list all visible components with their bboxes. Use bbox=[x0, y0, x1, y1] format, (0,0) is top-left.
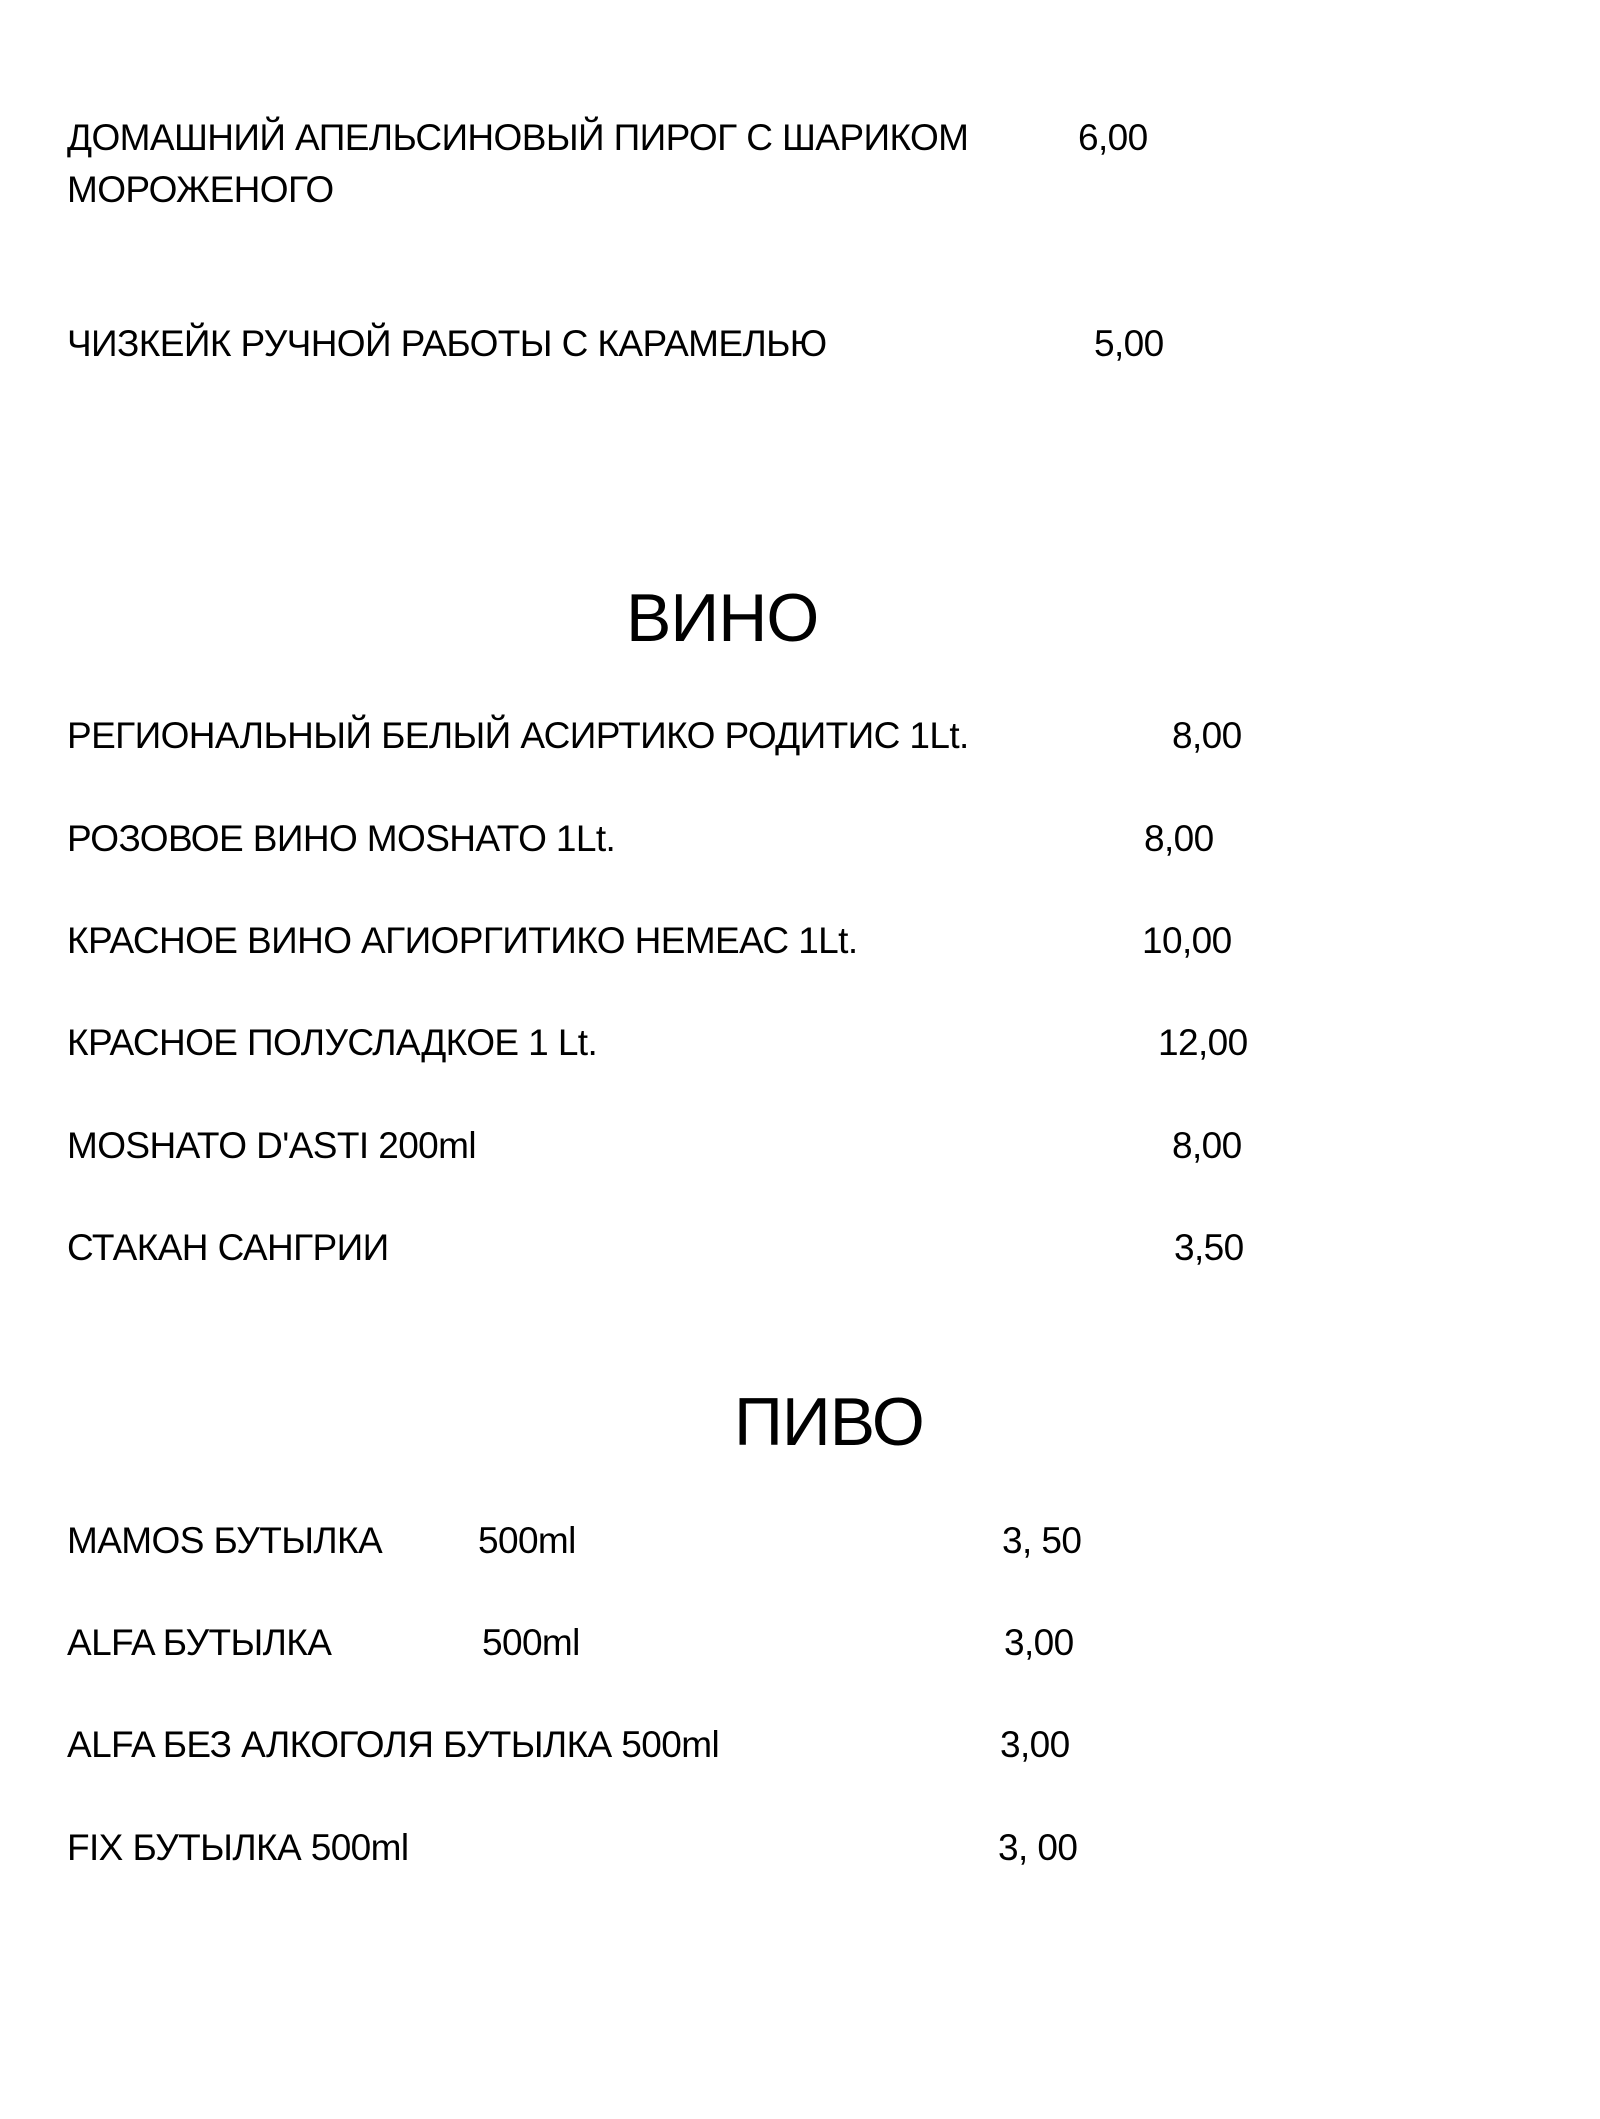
dessert-item-price: 6,00 bbox=[1078, 117, 1148, 158]
beer-item-volume: 500ml bbox=[478, 1520, 576, 1561]
dessert-item-name: ДОМАШНИЙ АПЕЛЬСИНОВЫЙ ПИРОГ С ШАРИКОМ bbox=[67, 117, 969, 158]
beer-item-name: ALFA БЕЗ АЛКОГОЛЯ БУТЫЛКА 500ml bbox=[67, 1724, 720, 1765]
wine-item-price: 12,00 bbox=[1158, 1022, 1248, 1063]
wine-item-name: КРАСНОЕ ВИНО АГИОРГИТИКО НЕМЕАС 1Lt. bbox=[67, 920, 858, 961]
beer-item-name: MAMOS БУТЫЛКА bbox=[67, 1520, 383, 1561]
wine-item-name: РЕГИОНАЛЬНЫЙ БЕЛЫЙ АСИРТИКО РОДИТИС 1Lt. bbox=[67, 715, 969, 756]
wine-item-price: 8,00 bbox=[1172, 1125, 1242, 1166]
wine-item-price: 8,00 bbox=[1172, 715, 1242, 756]
beer-item-price: 3,00 bbox=[1000, 1724, 1070, 1765]
wine-item-name: РОЗОВОЕ ВИНО MOSHATO 1Lt. bbox=[67, 818, 616, 859]
wine-item-price: 10,00 bbox=[1142, 920, 1232, 961]
wine-item-name: КРАСНОЕ ПОЛУСЛАДКОЕ 1 Lt. bbox=[67, 1022, 598, 1063]
beer-section-title: ПИВО bbox=[734, 1384, 924, 1460]
dessert-item-price: 5,00 bbox=[1094, 323, 1164, 364]
wine-section-title: ВИНО bbox=[626, 580, 819, 656]
beer-item-name: FIX БУТЫЛКА 500ml bbox=[67, 1827, 409, 1868]
wine-item-name: MOSHATO D'ASTI 200ml bbox=[67, 1125, 477, 1166]
beer-item-price: 3,00 bbox=[1004, 1622, 1074, 1663]
dessert-item-name: ЧИЗКЕЙК РУЧНОЙ РАБОТЫ С КАРАМЕЛЬЮ bbox=[67, 323, 827, 364]
beer-item-name: ALFA БУТЫЛКА bbox=[67, 1622, 332, 1663]
beer-item-price: 3, 50 bbox=[1002, 1520, 1082, 1561]
wine-item-price: 8,00 bbox=[1144, 818, 1214, 859]
beer-item-volume: 500ml bbox=[482, 1622, 580, 1663]
dessert-item-name-continued: МОРОЖЕНОГО bbox=[67, 169, 334, 210]
wine-item-price: 3,50 bbox=[1174, 1227, 1244, 1268]
beer-item-price: 3, 00 bbox=[998, 1827, 1078, 1868]
wine-item-name: СТАКАН САНГРИИ bbox=[67, 1227, 389, 1268]
